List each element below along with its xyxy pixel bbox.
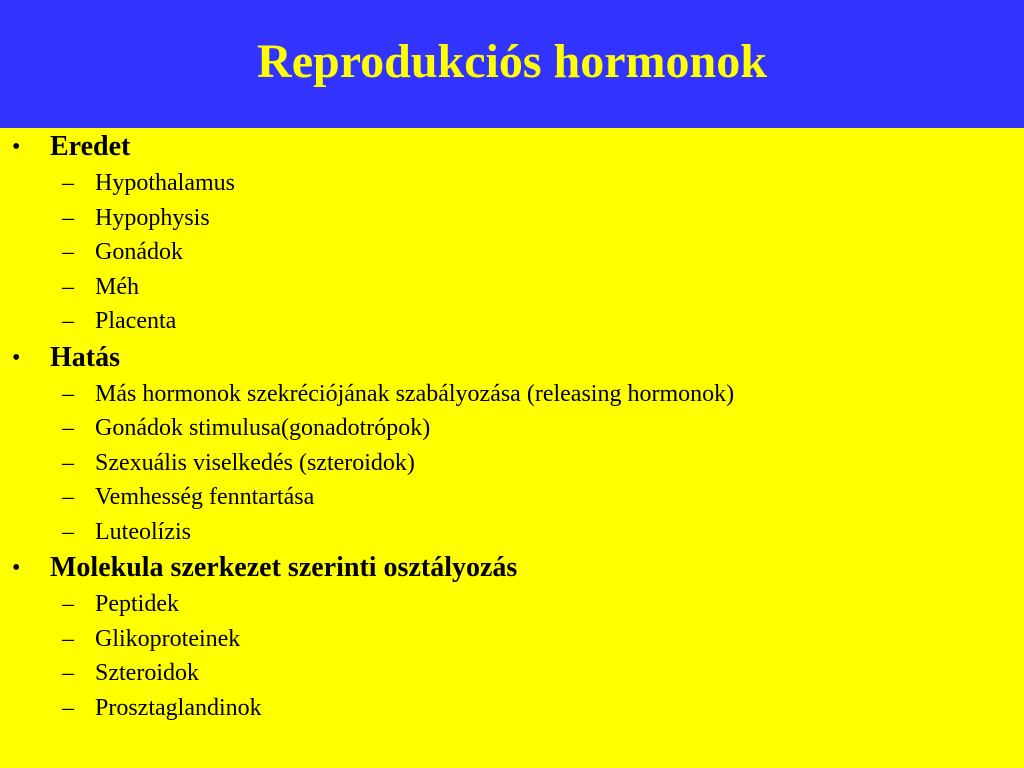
bullet-icon: • <box>12 344 21 371</box>
bullet-item <box>0 549 1024 587</box>
section-hatas <box>0 339 1024 550</box>
sub-item-label: Szteroidok <box>95 660 199 686</box>
dash-icon: – <box>62 591 74 617</box>
sub-item <box>0 235 1024 270</box>
sub-item <box>0 166 1024 201</box>
section-heading: Hatás <box>50 341 120 373</box>
sub-item-label: Hypothalamus <box>95 170 235 196</box>
dash-icon: – <box>62 449 74 476</box>
dash-icon: – <box>62 694 74 721</box>
sub-item <box>0 515 1024 550</box>
bullet-item <box>0 339 1024 377</box>
dash-icon: – <box>62 484 74 510</box>
sub-item <box>0 656 1024 691</box>
sub-item <box>0 270 1024 305</box>
sub-item <box>0 446 1024 481</box>
section-heading: Eredet <box>50 131 131 162</box>
sub-item-label: Luteolízis <box>95 518 191 545</box>
dash-icon: – <box>62 308 74 334</box>
dash-icon: – <box>62 660 74 686</box>
sub-item-label: Placenta <box>95 308 177 334</box>
section-molekula <box>0 549 1024 725</box>
sub-item <box>0 304 1024 339</box>
dash-icon: – <box>62 625 74 652</box>
dash-icon: – <box>62 380 74 407</box>
dash-icon: – <box>62 239 74 265</box>
sub-item-label: Hypophysis <box>95 204 210 231</box>
sub-item-label: Szexuális viselkedés (szteroidok) <box>95 449 415 476</box>
dash-icon: – <box>62 170 74 196</box>
slide-content <box>0 128 1024 768</box>
bullet-icon: • <box>12 134 21 160</box>
sub-item-label: Glikoproteinek <box>95 625 241 652</box>
dash-icon: – <box>62 204 74 231</box>
bullet-item <box>0 128 1024 166</box>
sub-item <box>0 411 1024 446</box>
bullet-icon: • <box>12 555 21 581</box>
dash-icon: – <box>62 518 74 545</box>
sub-item-label: Gonádok <box>95 239 183 265</box>
sub-item-label: Gonádok stimulusa(gonadotrópok) <box>95 415 431 441</box>
sub-item <box>0 480 1024 515</box>
slide-title: Reprodukciós hormonok <box>257 35 767 88</box>
dash-icon: – <box>62 415 74 441</box>
section-eredet <box>0 128 1024 339</box>
sub-item <box>0 691 1024 726</box>
sub-item-label: Más hormonok szekréciójának szabályozása (releasing hormonok) <box>95 380 735 407</box>
dash-icon: – <box>62 273 74 300</box>
sub-item-label: Méh <box>95 273 139 300</box>
sub-item-label: Vemhesség fenntartása <box>95 484 315 510</box>
sub-item-label: Peptidek <box>95 591 179 617</box>
sub-item <box>0 201 1024 236</box>
section-heading: Molekula szerkezet szerinti osztályozás <box>50 552 518 583</box>
sub-item <box>0 377 1024 412</box>
sub-item <box>0 587 1024 622</box>
title-bar <box>0 0 1024 128</box>
sub-item-label: Prosztaglandinok <box>95 694 262 721</box>
sub-item <box>0 622 1024 657</box>
